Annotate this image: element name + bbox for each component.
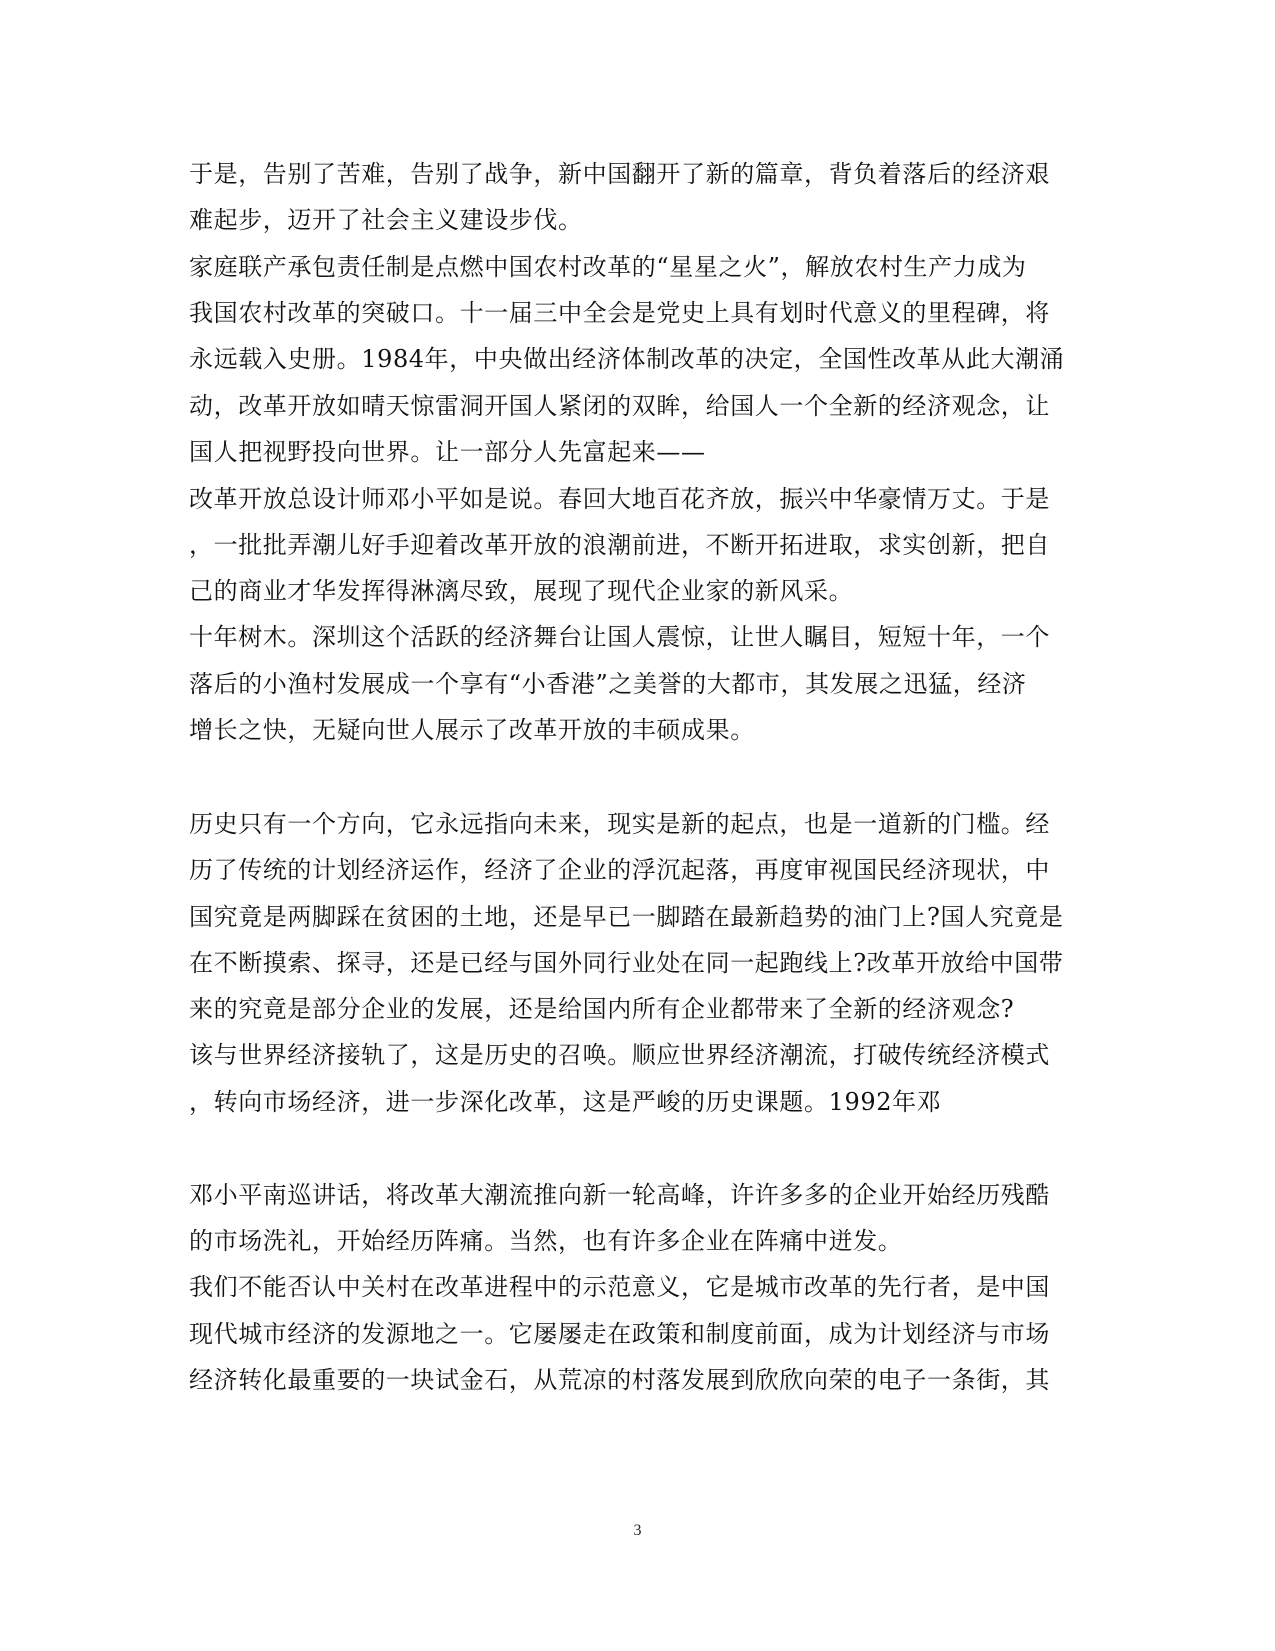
text-line: 经济转化最重要的一块试金石，从荒凉的村落发展到欣欣向荣的电子一条街，其: [189, 1366, 1050, 1394]
text-line: 邓小平南巡讲话，将改革大潮流推向新一轮高峰，许许多多的企业开始经历残酷: [189, 1181, 1050, 1209]
text-line: 该与世界经济接轨了，这是历史的召唤。顺应世界经济潮流，打破传统经济模式: [189, 1041, 1050, 1069]
text-line: 在不断摸索、探寻，还是已经与国外同行业处在同一起跑线上?改革开放给中国带: [189, 949, 1064, 977]
text-line: 增长之快，无疑向世人展示了改革开放的丰硕成果。: [189, 716, 755, 744]
text-line: 永远载入史册。1984年，中央做出经济体制改革的决定，全国性改革从此大潮涌: [189, 345, 1065, 373]
text-line: 改革开放总设计师邓小平如是说。春回大地百花齐放，振兴中华豪情万丈。于是: [189, 485, 1050, 513]
page-number: 3: [633, 1522, 642, 1539]
text-line: 难起步，迈开了社会主义建设步伐。: [189, 206, 583, 234]
text-line: 动，改革开放如晴天惊雷洞开国人紧闭的双眸，给国人一个全新的经济观念，让: [189, 392, 1050, 420]
text-line: ，转向市场经济，进一步深化改革，这是严峻的历史课题。1992年邓: [189, 1088, 942, 1116]
text-line: 历史只有一个方向，它永远指向未来，现实是新的起点，也是一道新的门槛。经: [189, 810, 1050, 838]
text-line: 现代城市经济的发源地之一。它屡屡走在政策和制度前面，成为计划经济与市场: [189, 1320, 1050, 1348]
text-line: 我们不能否认中关村在改革进程中的示范意义，它是城市改革的先行者，是中国: [189, 1273, 1050, 1301]
text-line: 历了传统的计划经济运作，经济了企业的浮沉起落，再度审视国民经济现状，中: [189, 856, 1050, 884]
text-line: 于是，告别了苦难，告别了战争，新中国翻开了新的篇章，背负着落后的经济艰: [189, 160, 1050, 188]
text-line: 十年树木。深圳这个活跃的经济舞台让国人震惊，让世人瞩目，短短十年，一个: [189, 623, 1050, 651]
text-line: 家庭联产承包责任制是点燃中国农村改革的“星星之火”，解放农村生产力成为: [189, 253, 1027, 281]
text-line: 国人把视野投向世界。让一部分人先富起来——: [189, 438, 706, 466]
text-line: 的市场洗礼，开始经历阵痛。当然，也有许多企业在阵痛中迸发。: [189, 1227, 903, 1255]
text-line: 己的商业才华发挥得淋漓尽致，展现了现代企业家的新风采。: [189, 577, 854, 605]
text-line: 落后的小渔村发展成一个享有“小香港”之美誉的大都市，其发展之迅猛，经济: [189, 670, 1027, 698]
text-line: ，一批批弄潮儿好手迎着改革开放的浪潮前进，不断开拓进取，求实创新，把自: [189, 531, 1050, 559]
text-line: 国究竟是两脚踩在贫困的土地，还是早已一脚踏在最新趋势的油门上?国人究竟是: [189, 903, 1064, 931]
text-line: 来的究竟是部分企业的发展，还是给国内所有企业都带来了全新的经济观念?: [189, 995, 1015, 1023]
text-line: 我国农村改革的突破口。十一届三中全会是党史上具有划时代意义的里程碑，将: [189, 299, 1050, 327]
